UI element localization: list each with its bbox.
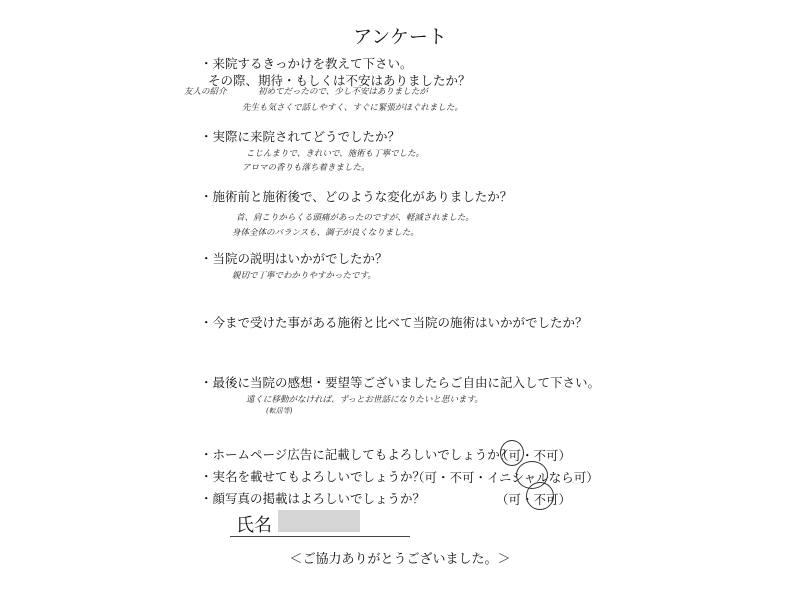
answer-1-line-1: 初めてだったので、少し不安はありましたが xyxy=(258,87,428,97)
question-4 xyxy=(200,250,388,267)
selection-circle-3 xyxy=(526,482,554,510)
question-2-line-1: ・実際に来院されてどうでしたか？ xyxy=(200,129,401,144)
consent-question-3: ・顔写真の掲載はよろしいでしょうか？ xyxy=(200,491,426,506)
name-redaction xyxy=(278,510,360,532)
question-6 xyxy=(200,374,600,391)
answer-1-line-2: 先生も気さくで話しやすく、すぐに緊張がほぐれました。 xyxy=(242,103,463,113)
question-3 xyxy=(200,188,512,205)
consent-options-1: （可・不可） xyxy=(496,448,572,463)
question-6-line-1: ・最後に当院の感想・要望等ございましたらご自由に記入して下さい。 xyxy=(200,375,601,390)
question-3-line-1: ・施術前と施術後で、どのような変化がありましたか？ xyxy=(200,189,513,204)
name-label: 氏名 xyxy=(236,515,272,536)
question-1-line-1: ・来院するきっかけを教えて下さい。 xyxy=(200,56,413,71)
answer-3-line-1: 首、肩こりからくる頭痛があったのですが、軽減されました。 xyxy=(236,213,474,223)
answer-1-side-note: 友人の紹介 xyxy=(184,87,227,97)
closing-message: ＜ご協力ありがとうございました。＞ xyxy=(289,552,511,567)
question-5 xyxy=(200,314,588,331)
answer-2-line-2: アロマの香りも落ち着きました。 xyxy=(242,163,370,173)
question-1-line-2: その際、期待・もしくは不安はありましたか？ xyxy=(208,73,471,88)
answer-6-note: (転居等) xyxy=(266,407,293,415)
answer-6-line-1: 遠くに移動がなければ、ずっとお世話になりたいと思います。 xyxy=(246,395,483,405)
question-1 xyxy=(200,55,471,89)
survey-title: アンケート xyxy=(353,26,447,48)
selection-circle-1 xyxy=(500,440,524,466)
question-2 xyxy=(200,128,400,145)
question-5-line-1: ・今まで受けた事がある施術と比べて当院の施術はいかがでしたか？ xyxy=(200,315,588,330)
consent-question-1: ・ホームページ広告に記載してもよろしいでしょうか？ xyxy=(200,447,513,462)
consent-question-2: ・実名を載せてもよろしいでしょうか？ xyxy=(200,469,426,484)
answer-4-line-1: 親切で丁寧でわかりやすかったです。 xyxy=(232,271,376,281)
consent-options-3: （可・不可） xyxy=(496,492,572,507)
consent-options-2: （可・不可・イニシャルなら可） xyxy=(412,470,599,485)
answer-2-line-1: こじんまりで、きれいで、施術も丁寧でした。 xyxy=(246,149,425,159)
name-underline xyxy=(230,536,410,537)
question-4-line-1: ・当院の説明はいかがでしたか？ xyxy=(200,251,388,266)
answer-3-line-2: 身体全体のバランスも、調子が良くなりました。 xyxy=(232,228,419,238)
